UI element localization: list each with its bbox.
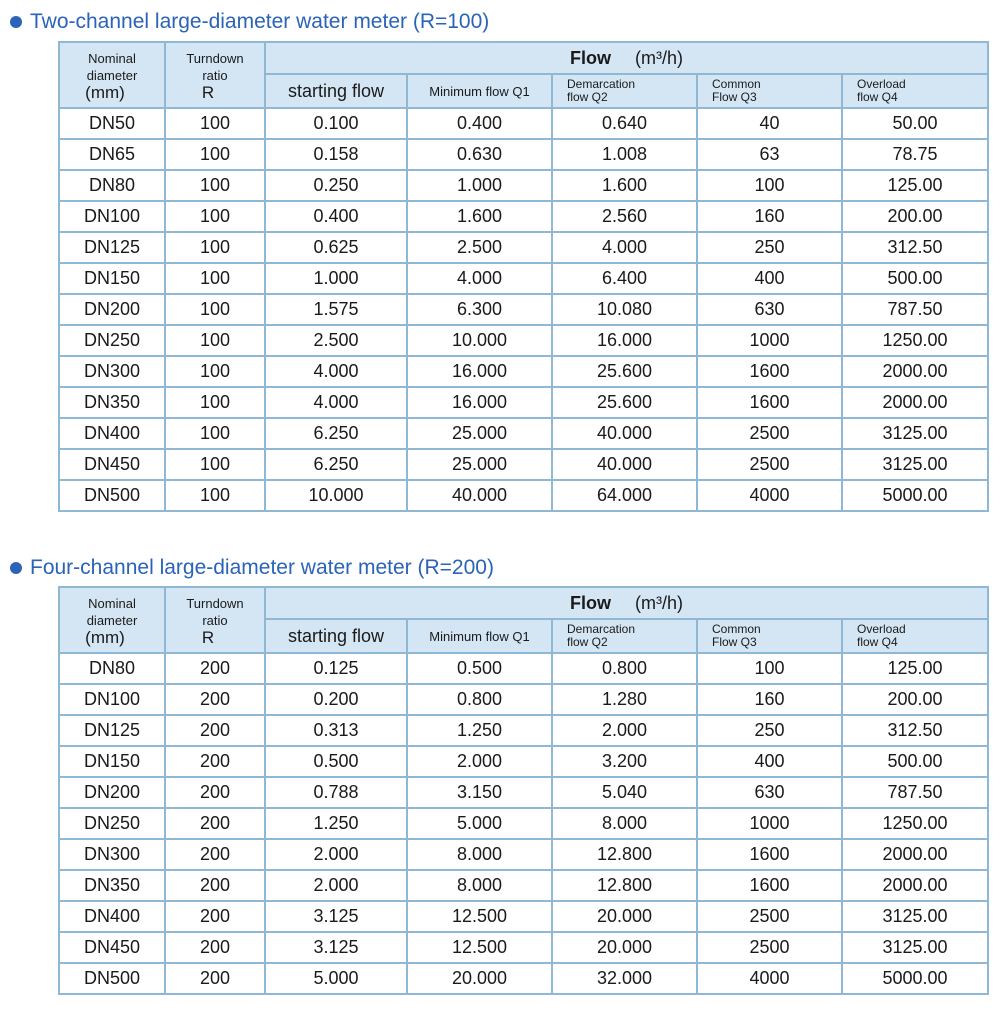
common-flow-q3-cell: 100 <box>697 170 842 201</box>
table-row <box>59 901 988 932</box>
demarcation-flow-q2-cell: 12.800 <box>552 870 697 901</box>
common-flow-q3-cell: 400 <box>697 263 842 294</box>
overload-flow-q4-cell: 50.00 <box>842 108 988 139</box>
overload-flow-q4-cell: 3125.00 <box>842 418 988 449</box>
starting-flow-cell: 2.500 <box>265 325 407 356</box>
bullet-icon <box>10 562 22 574</box>
turndown-ratio-cell: 200 <box>165 777 265 808</box>
common-flow-q3-cell: 160 <box>697 684 842 715</box>
nominal-diameter-cell: DN300 <box>59 356 165 387</box>
table-row <box>59 870 988 901</box>
table-row <box>59 715 988 746</box>
minimum-flow-q1-cell: 16.000 <box>407 387 552 418</box>
section-title-text: Two-channel large-diameter water meter (R=100) <box>30 10 490 33</box>
minimum-flow-q1-cell: 6.300 <box>407 294 552 325</box>
turndown-ratio-cell: 200 <box>165 932 265 963</box>
bullet-icon <box>10 16 22 28</box>
minimum-flow-q1-cell: 0.500 <box>407 653 552 684</box>
overload-flow-q4-cell: 1250.00 <box>842 808 988 839</box>
nominal-diameter-cell: DN100 <box>59 684 165 715</box>
minimum-flow-q1-cell: 1.600 <box>407 201 552 232</box>
starting-flow-cell: 4.000 <box>265 356 407 387</box>
nominal-diameter-cell: DN150 <box>59 263 165 294</box>
common-flow-q3-cell: 40 <box>697 108 842 139</box>
starting-flow-cell: 1.575 <box>265 294 407 325</box>
common-flow-q3-cell: 400 <box>697 746 842 777</box>
minimum-flow-q1-cell: 0.630 <box>407 139 552 170</box>
turndown-ratio-cell: 100 <box>165 108 265 139</box>
header-nominal-diameter: Nominal diameter (mm) <box>59 587 165 653</box>
nominal-diameter-cell: DN400 <box>59 418 165 449</box>
demarcation-flow-q2-cell: 25.600 <box>552 387 697 418</box>
header-flow: Flow (m³/h) <box>265 42 988 74</box>
minimum-flow-q1-cell: 4.000 <box>407 263 552 294</box>
overload-flow-q4-cell: 125.00 <box>842 653 988 684</box>
table-row <box>59 387 988 418</box>
demarcation-flow-q2-cell: 2.000 <box>552 715 697 746</box>
minimum-flow-q1-cell: 40.000 <box>407 480 552 511</box>
overload-flow-q4-cell: 5000.00 <box>842 963 988 994</box>
turndown-ratio-cell: 100 <box>165 449 265 480</box>
header-nominal-diameter: Nominal diameter (mm) <box>59 42 165 108</box>
demarcation-flow-q2-cell: 0.800 <box>552 653 697 684</box>
starting-flow-cell: 0.200 <box>265 684 407 715</box>
overload-flow-q4-cell: 3125.00 <box>842 901 988 932</box>
turndown-ratio-cell: 100 <box>165 294 265 325</box>
turndown-ratio-cell: 100 <box>165 139 265 170</box>
starting-flow-cell: 0.158 <box>265 139 407 170</box>
minimum-flow-q1-cell: 0.400 <box>407 108 552 139</box>
demarcation-flow-q2-cell: 5.040 <box>552 777 697 808</box>
starting-flow-cell: 10.000 <box>265 480 407 511</box>
spec-table-four-channel <box>58 586 989 995</box>
overload-flow-q4-cell: 200.00 <box>842 201 988 232</box>
demarcation-flow-q2-cell: 32.000 <box>552 963 697 994</box>
nominal-diameter-cell: DN350 <box>59 387 165 418</box>
nominal-diameter-cell: DN450 <box>59 449 165 480</box>
turndown-ratio-cell: 200 <box>165 808 265 839</box>
nominal-diameter-cell: DN100 <box>59 201 165 232</box>
starting-flow-cell: 0.788 <box>265 777 407 808</box>
header-common-flow-q3: Common Flow Q3 <box>697 74 842 108</box>
table-row <box>59 653 988 684</box>
header-overload-flow-q4: Overload flow Q4 <box>842 619 988 653</box>
minimum-flow-q1-cell: 2.000 <box>407 746 552 777</box>
overload-flow-q4-cell: 78.75 <box>842 139 988 170</box>
overload-flow-q4-cell: 500.00 <box>842 746 988 777</box>
demarcation-flow-q2-cell: 16.000 <box>552 325 697 356</box>
nominal-diameter-cell: DN65 <box>59 139 165 170</box>
demarcation-flow-q2-cell: 1.008 <box>552 139 697 170</box>
nominal-diameter-cell: DN500 <box>59 963 165 994</box>
minimum-flow-q1-cell: 2.500 <box>407 232 552 263</box>
nominal-diameter-cell: DN450 <box>59 932 165 963</box>
header-turndown-ratio: Turndown ratio R <box>165 42 265 108</box>
nominal-diameter-cell: DN80 <box>59 653 165 684</box>
minimum-flow-q1-cell: 10.000 <box>407 325 552 356</box>
nominal-diameter-cell: DN200 <box>59 777 165 808</box>
table-row <box>59 294 988 325</box>
turndown-ratio-cell: 200 <box>165 746 265 777</box>
nominal-diameter-cell: DN350 <box>59 870 165 901</box>
overload-flow-q4-cell: 787.50 <box>842 294 988 325</box>
demarcation-flow-q2-cell: 64.000 <box>552 480 697 511</box>
demarcation-flow-q2-cell: 12.800 <box>552 839 697 870</box>
minimum-flow-q1-cell: 5.000 <box>407 808 552 839</box>
overload-flow-q4-cell: 3125.00 <box>842 932 988 963</box>
table-row <box>59 808 988 839</box>
starting-flow-cell: 0.250 <box>265 170 407 201</box>
minimum-flow-q1-cell: 8.000 <box>407 870 552 901</box>
header-overload-flow-q4: Overload flow Q4 <box>842 74 988 108</box>
common-flow-q3-cell: 2500 <box>697 418 842 449</box>
starting-flow-cell: 0.313 <box>265 715 407 746</box>
turndown-ratio-cell: 100 <box>165 201 265 232</box>
overload-flow-q4-cell: 787.50 <box>842 777 988 808</box>
header-common-flow-q3: Common Flow Q3 <box>697 619 842 653</box>
table-row <box>59 932 988 963</box>
table-row <box>59 777 988 808</box>
table-row <box>59 232 988 263</box>
demarcation-flow-q2-cell: 40.000 <box>552 449 697 480</box>
demarcation-flow-q2-cell: 1.280 <box>552 684 697 715</box>
minimum-flow-q1-cell: 25.000 <box>407 449 552 480</box>
starting-flow-cell: 0.625 <box>265 232 407 263</box>
nominal-diameter-cell: DN50 <box>59 108 165 139</box>
table-row <box>59 963 988 994</box>
nominal-diameter-cell: DN150 <box>59 746 165 777</box>
nominal-diameter-cell: DN125 <box>59 232 165 263</box>
starting-flow-cell: 0.400 <box>265 201 407 232</box>
turndown-ratio-cell: 200 <box>165 684 265 715</box>
minimum-flow-q1-cell: 16.000 <box>407 356 552 387</box>
demarcation-flow-q2-cell: 25.600 <box>552 356 697 387</box>
common-flow-q3-cell: 2500 <box>697 901 842 932</box>
starting-flow-cell: 0.100 <box>265 108 407 139</box>
common-flow-q3-cell: 2500 <box>697 932 842 963</box>
starting-flow-cell: 0.500 <box>265 746 407 777</box>
starting-flow-cell: 2.000 <box>265 870 407 901</box>
common-flow-q3-cell: 250 <box>697 232 842 263</box>
turndown-ratio-cell: 100 <box>165 387 265 418</box>
minimum-flow-q1-cell: 8.000 <box>407 839 552 870</box>
header-demarcation-flow-q2: Demarcation flow Q2 <box>552 619 697 653</box>
demarcation-flow-q2-cell: 10.080 <box>552 294 697 325</box>
turndown-ratio-cell: 100 <box>165 356 265 387</box>
section-title-two-channel <box>10 10 489 34</box>
minimum-flow-q1-cell: 0.800 <box>407 684 552 715</box>
turndown-ratio-cell: 200 <box>165 963 265 994</box>
table-row <box>59 480 988 511</box>
common-flow-q3-cell: 2500 <box>697 449 842 480</box>
minimum-flow-q1-cell: 1.250 <box>407 715 552 746</box>
table-row <box>59 356 988 387</box>
header-flow: Flow (m³/h) <box>265 587 988 619</box>
spec-table-two-channel <box>58 41 989 512</box>
overload-flow-q4-cell: 2000.00 <box>842 387 988 418</box>
table-row <box>59 839 988 870</box>
header-turndown-ratio: Turndown ratio R <box>165 587 265 653</box>
overload-flow-q4-cell: 200.00 <box>842 684 988 715</box>
demarcation-flow-q2-cell: 2.560 <box>552 201 697 232</box>
starting-flow-cell: 1.000 <box>265 263 407 294</box>
nominal-diameter-cell: DN250 <box>59 808 165 839</box>
common-flow-q3-cell: 160 <box>697 201 842 232</box>
overload-flow-q4-cell: 1250.00 <box>842 325 988 356</box>
demarcation-flow-q2-cell: 40.000 <box>552 418 697 449</box>
header-starting-flow: starting flow <box>265 74 407 108</box>
common-flow-q3-cell: 100 <box>697 653 842 684</box>
minimum-flow-q1-cell: 3.150 <box>407 777 552 808</box>
table-row <box>59 325 988 356</box>
turndown-ratio-cell: 200 <box>165 715 265 746</box>
table-row <box>59 684 988 715</box>
header-demarcation-flow-q2: Demarcation flow Q2 <box>552 74 697 108</box>
common-flow-q3-cell: 1000 <box>697 808 842 839</box>
table-body-four-channel <box>59 653 988 994</box>
section-title-text: Four-channel large-diameter water meter (R=200) <box>30 556 494 579</box>
overload-flow-q4-cell: 3125.00 <box>842 449 988 480</box>
demarcation-flow-q2-cell: 1.600 <box>552 170 697 201</box>
demarcation-flow-q2-cell: 6.400 <box>552 263 697 294</box>
starting-flow-cell: 0.125 <box>265 653 407 684</box>
table-row <box>59 746 988 777</box>
section-title-four-channel <box>10 556 494 580</box>
overload-flow-q4-cell: 2000.00 <box>842 839 988 870</box>
overload-flow-q4-cell: 125.00 <box>842 170 988 201</box>
nominal-diameter-cell: DN300 <box>59 839 165 870</box>
common-flow-q3-cell: 630 <box>697 777 842 808</box>
starting-flow-cell: 6.250 <box>265 418 407 449</box>
table-row <box>59 449 988 480</box>
turndown-ratio-cell: 200 <box>165 870 265 901</box>
minimum-flow-q1-cell: 12.500 <box>407 932 552 963</box>
overload-flow-q4-cell: 312.50 <box>842 715 988 746</box>
table-row <box>59 170 988 201</box>
starting-flow-cell: 2.000 <box>265 839 407 870</box>
nominal-diameter-cell: DN125 <box>59 715 165 746</box>
minimum-flow-q1-cell: 25.000 <box>407 418 552 449</box>
table-row <box>59 418 988 449</box>
nominal-diameter-cell: DN200 <box>59 294 165 325</box>
turndown-ratio-cell: 100 <box>165 263 265 294</box>
minimum-flow-q1-cell: 20.000 <box>407 963 552 994</box>
turndown-ratio-cell: 100 <box>165 232 265 263</box>
table-row <box>59 108 988 139</box>
turndown-ratio-cell: 100 <box>165 170 265 201</box>
nominal-diameter-cell: DN250 <box>59 325 165 356</box>
minimum-flow-q1-cell: 12.500 <box>407 901 552 932</box>
nominal-diameter-cell: DN80 <box>59 170 165 201</box>
overload-flow-q4-cell: 5000.00 <box>842 480 988 511</box>
turndown-ratio-cell: 200 <box>165 901 265 932</box>
starting-flow-cell: 4.000 <box>265 387 407 418</box>
starting-flow-cell: 3.125 <box>265 901 407 932</box>
overload-flow-q4-cell: 2000.00 <box>842 870 988 901</box>
overload-flow-q4-cell: 2000.00 <box>842 356 988 387</box>
nominal-diameter-cell: DN500 <box>59 480 165 511</box>
starting-flow-cell: 6.250 <box>265 449 407 480</box>
table-row <box>59 263 988 294</box>
common-flow-q3-cell: 1600 <box>697 839 842 870</box>
starting-flow-cell: 3.125 <box>265 932 407 963</box>
demarcation-flow-q2-cell: 20.000 <box>552 901 697 932</box>
overload-flow-q4-cell: 500.00 <box>842 263 988 294</box>
turndown-ratio-cell: 200 <box>165 653 265 684</box>
common-flow-q3-cell: 1600 <box>697 870 842 901</box>
table-row <box>59 201 988 232</box>
overload-flow-q4-cell: 312.50 <box>842 232 988 263</box>
turndown-ratio-cell: 100 <box>165 418 265 449</box>
table-body-two-channel <box>59 108 988 511</box>
demarcation-flow-q2-cell: 20.000 <box>552 932 697 963</box>
starting-flow-cell: 1.250 <box>265 808 407 839</box>
common-flow-q3-cell: 630 <box>697 294 842 325</box>
demarcation-flow-q2-cell: 4.000 <box>552 232 697 263</box>
common-flow-q3-cell: 4000 <box>697 480 842 511</box>
demarcation-flow-q2-cell: 3.200 <box>552 746 697 777</box>
common-flow-q3-cell: 1600 <box>697 356 842 387</box>
header-starting-flow: starting flow <box>265 619 407 653</box>
common-flow-q3-cell: 63 <box>697 139 842 170</box>
header-minimum-flow-q1: Minimum flow Q1 <box>407 619 552 653</box>
turndown-ratio-cell: 200 <box>165 839 265 870</box>
common-flow-q3-cell: 250 <box>697 715 842 746</box>
header-minimum-flow-q1: Minimum flow Q1 <box>407 74 552 108</box>
turndown-ratio-cell: 100 <box>165 325 265 356</box>
demarcation-flow-q2-cell: 8.000 <box>552 808 697 839</box>
common-flow-q3-cell: 4000 <box>697 963 842 994</box>
demarcation-flow-q2-cell: 0.640 <box>552 108 697 139</box>
common-flow-q3-cell: 1600 <box>697 387 842 418</box>
common-flow-q3-cell: 1000 <box>697 325 842 356</box>
turndown-ratio-cell: 100 <box>165 480 265 511</box>
minimum-flow-q1-cell: 1.000 <box>407 170 552 201</box>
nominal-diameter-cell: DN400 <box>59 901 165 932</box>
starting-flow-cell: 5.000 <box>265 963 407 994</box>
table-row <box>59 139 988 170</box>
